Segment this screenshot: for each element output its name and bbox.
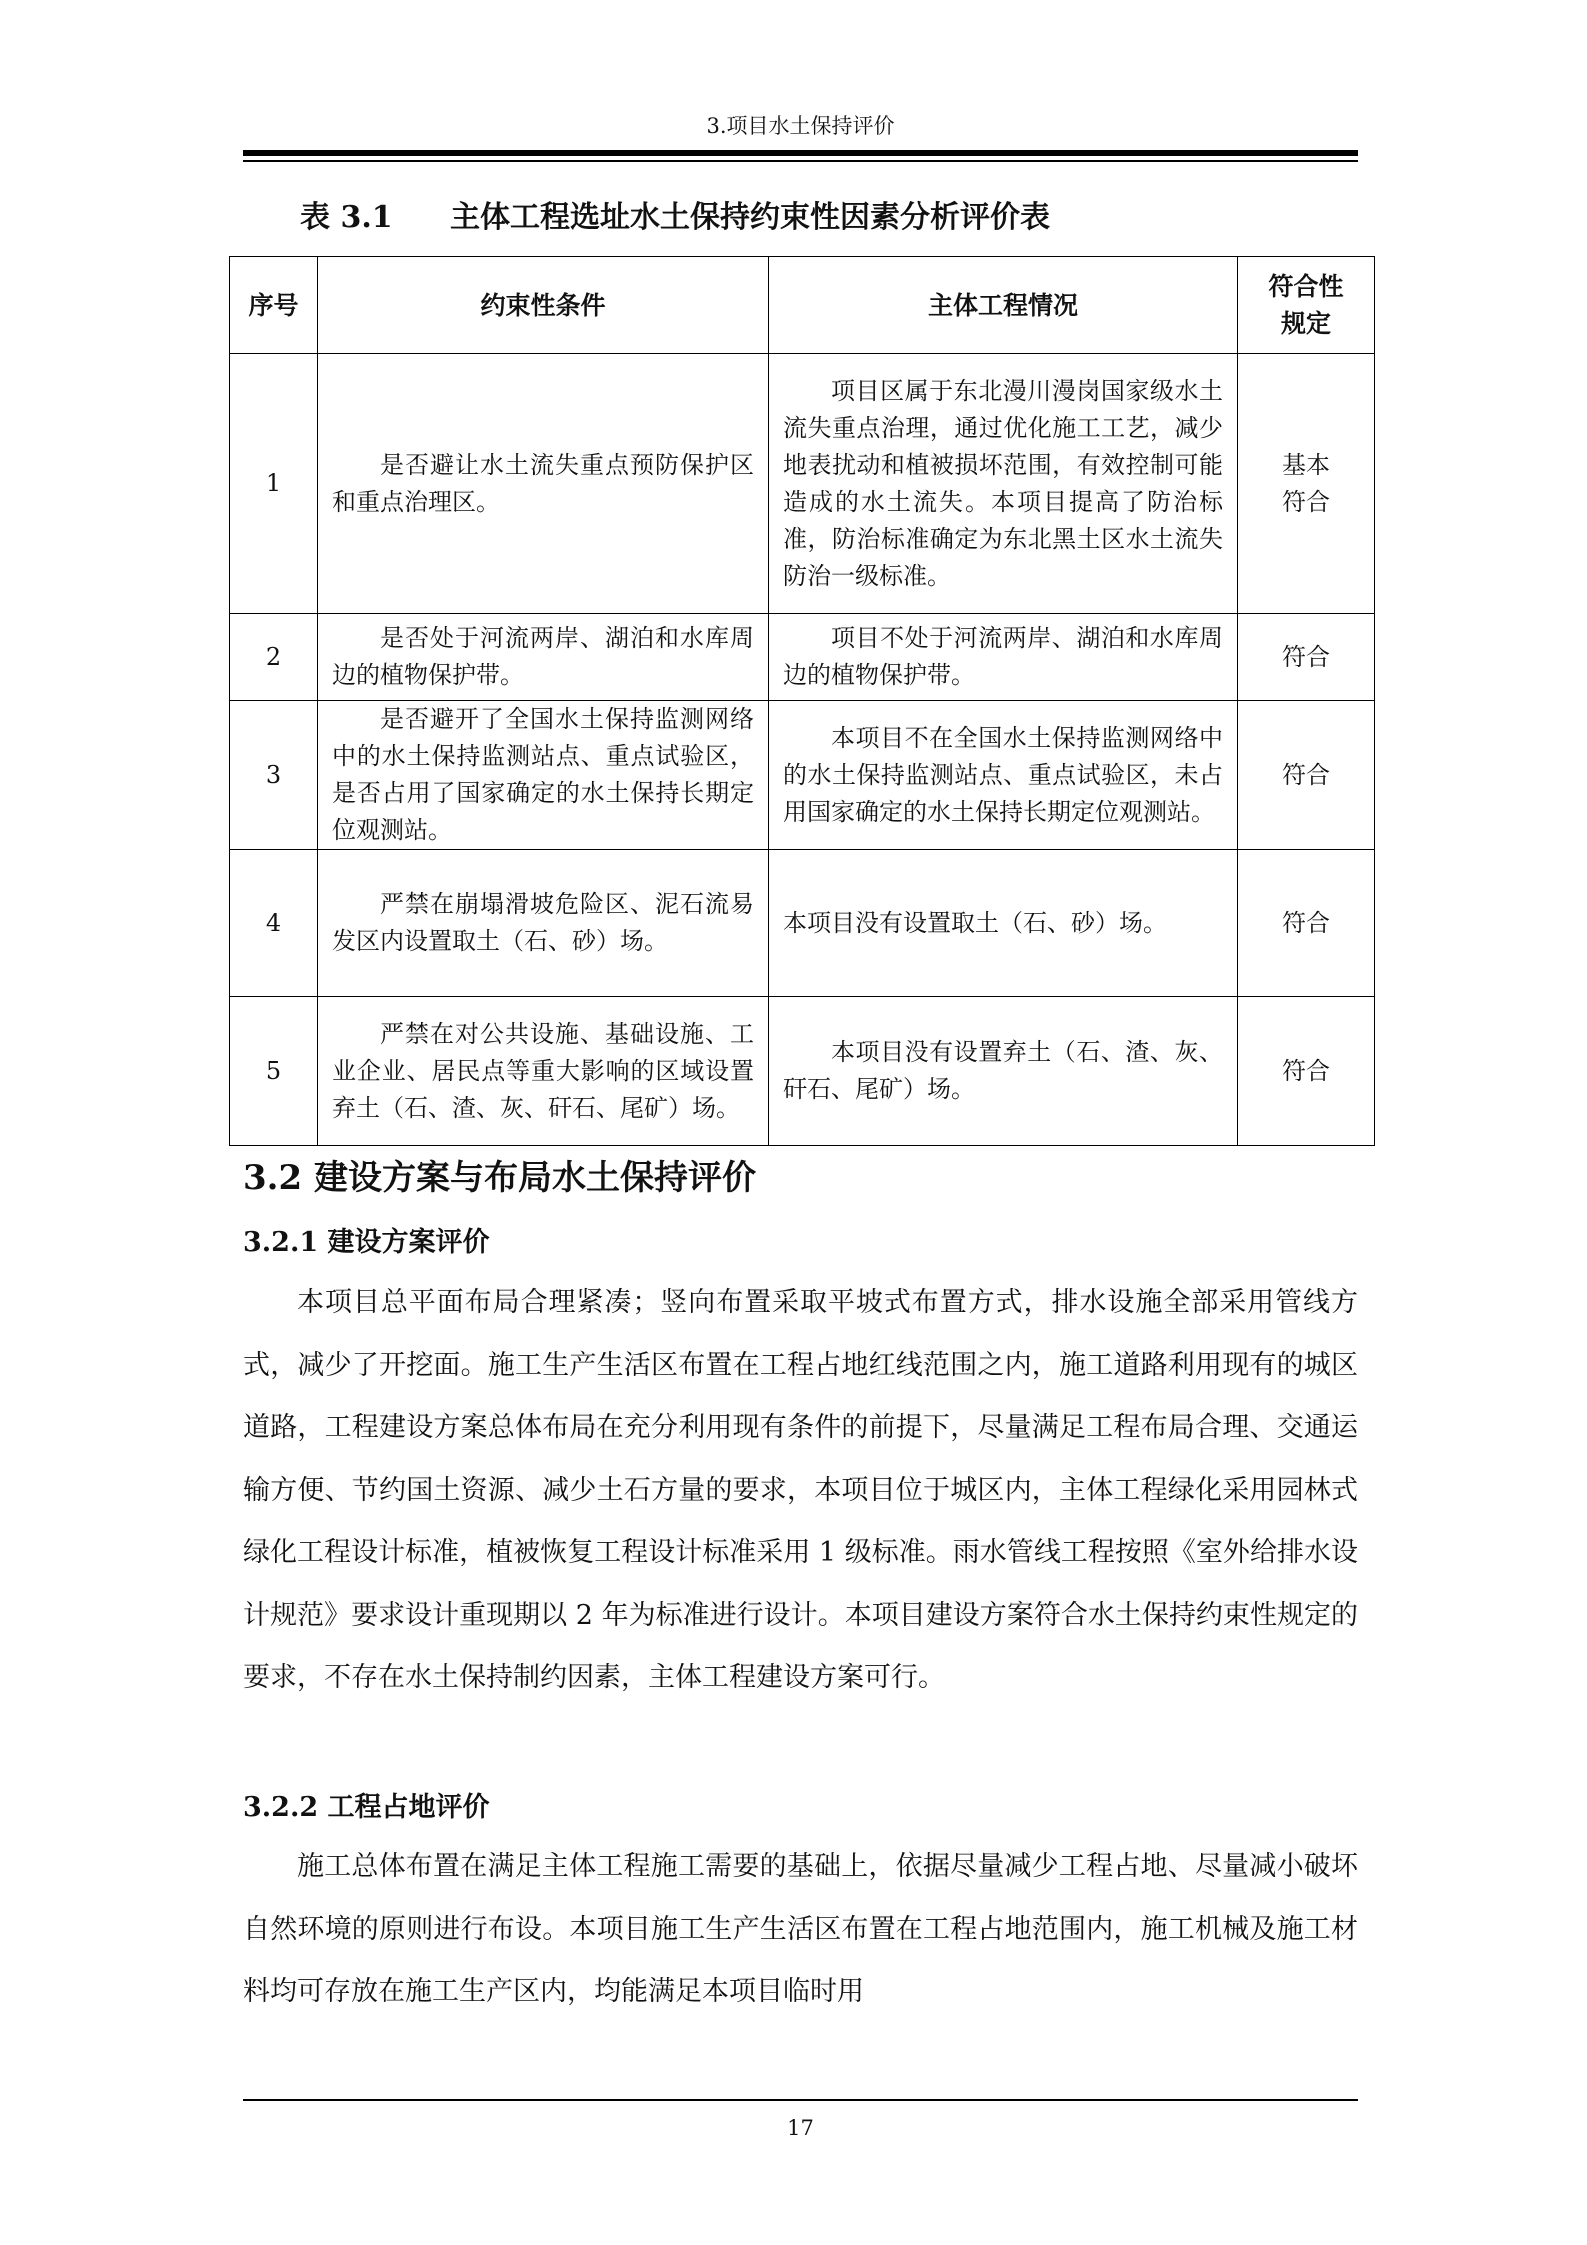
row-situation-text: 本项目不在全国水土保持监测网络中的水土保持监测站点、重点试验区，未占用国家确定的水土保持长期定位观测站。 <box>783 723 1223 826</box>
row-condition-text: 严禁在对公共设施、基础设施、工业企业、居民点等重大影响的区域设置弃土（石、渣、灰、矸石、尾矿）场。 <box>332 1019 754 1122</box>
row-conformity: 符合 <box>1238 997 1375 1146</box>
row-situation <box>769 354 1238 614</box>
row-seq: 3 <box>230 701 318 850</box>
header-rule-thin <box>243 160 1358 162</box>
row-conformity: 符合 <box>1238 614 1375 701</box>
row-condition-text: 是否处于河流两岸、湖泊和水库周边的植物保护带。 <box>332 624 754 689</box>
col-header-situation: 主体工程情况 <box>769 257 1238 354</box>
table-caption <box>300 192 1050 236</box>
row-condition-text: 严禁在崩塌滑坡危险区、泥石流易发区内设置取土（石、砂）场。 <box>332 890 754 955</box>
table-row <box>230 850 1375 997</box>
table-row <box>230 354 1375 614</box>
row-conformity-line2: 符合 <box>1282 487 1330 516</box>
running-header: 3.项目水土保持评价 <box>706 114 895 138</box>
subsection-heading-3-2-1: 3.2.1 建设方案评价 <box>243 1227 490 1258</box>
header-rule <box>243 150 1358 156</box>
row-condition <box>318 850 769 997</box>
table-caption-title: 主体工程选址水土保持约束性因素分析评价表 <box>450 200 1050 235</box>
row-condition <box>318 614 769 701</box>
row-situation <box>769 614 1238 701</box>
row-seq: 4 <box>230 850 318 997</box>
row-situation <box>769 701 1238 850</box>
table-header-row <box>230 257 1375 354</box>
row-situation <box>769 997 1238 1146</box>
row-situation-text: 项目区属于东北漫川漫岗国家级水土流失重点治理，通过优化施工工艺，减少地表扰动和植被损坏范围，有效控制可能造成的水土流失。本项目提高了防治标准，防治标准确定为东北黑土区水土流失防治一级标准。 <box>783 376 1223 590</box>
col-header-conformity <box>1238 257 1375 354</box>
constraint-analysis-table <box>229 256 1375 1146</box>
row-condition-text: 是否避开了全国水土保持监测网络中的水土保持监测站点、重点试验区，是否占用了国家确定的水土保持长期定位观测站。 <box>332 705 754 844</box>
subsection-heading-3-2-2: 3.2.2 工程占地评价 <box>243 1792 490 1823</box>
paragraph-construction-plan: 本项目总平面布局合理紧凑；竖向布置采取平坡式布置方式，排水设施全部采用管线方式，减少了开挖面。施工生产生活区布置在工程占地红线范围之内，施工道路利用现有的城区道路，工程建设方案总体布局在充分利用现有条件的前提下，尽量满足工程布局合理、交通运输方便、节约国土资源、减少土石方量的要求，本项目位于城区内，主体工程绿化采用园林式绿化工程设计标准，植被恢复工程设计标准采用 1 级标准。雨水管线工程按照《室外给排水设计规范》要求设计重现期以 2 年为标准进行设计。本项目建设方案符合水土保持约束性规定的要求，不存在水土保持制约因素，主体工程建设方案可行。 <box>243 1287 1358 1693</box>
row-condition <box>318 354 769 614</box>
table-row <box>230 614 1375 701</box>
row-conformity <box>1238 354 1375 614</box>
footer-rule <box>243 2099 1358 2101</box>
row-conformity: 符合 <box>1238 850 1375 997</box>
table-row <box>230 701 1375 850</box>
row-situation-text: 项目不处于河流两岸、湖泊和水库周边的植物保护带。 <box>783 624 1223 689</box>
section-heading-3-2: 3.2 建设方案与布局水土保持评价 <box>243 1158 756 1198</box>
row-situation-text: 本项目没有设置弃土（石、渣、灰、矸石、尾矿）场。 <box>783 1038 1223 1103</box>
row-seq: 1 <box>230 354 318 614</box>
row-condition <box>318 997 769 1146</box>
row-situation-text: 本项目没有设置取土（石、砂）场。 <box>783 908 1167 937</box>
row-conformity-line1: 基本 <box>1282 450 1330 479</box>
row-seq: 2 <box>230 614 318 701</box>
page-number: 17 <box>787 2116 814 2140</box>
row-seq: 5 <box>230 997 318 1146</box>
row-condition <box>318 701 769 850</box>
col-header-conformity-line1: 符合性 <box>1268 272 1344 301</box>
row-situation <box>769 850 1238 997</box>
row-condition-text: 是否避让水土流失重点预防保护区和重点治理区。 <box>332 450 754 516</box>
table-row <box>230 997 1375 1146</box>
table-caption-number: 表 3.1 <box>300 200 393 235</box>
col-header-condition: 约束性条件 <box>318 257 769 354</box>
row-conformity: 符合 <box>1238 701 1375 850</box>
paragraph-land-occupation: 施工总体布置在满足主体工程施工需要的基础上，依据尽量减少工程占地、尽量减小破坏自然环境的原则进行布设。本项目施工生产生活区布置在工程占地范围内，施工机械及施工材料均可存放在施工生产区内，均能满足本项目临时用 <box>243 1851 1358 2007</box>
col-header-seq: 序号 <box>230 257 318 354</box>
col-header-conformity-line2: 规定 <box>1280 309 1331 338</box>
